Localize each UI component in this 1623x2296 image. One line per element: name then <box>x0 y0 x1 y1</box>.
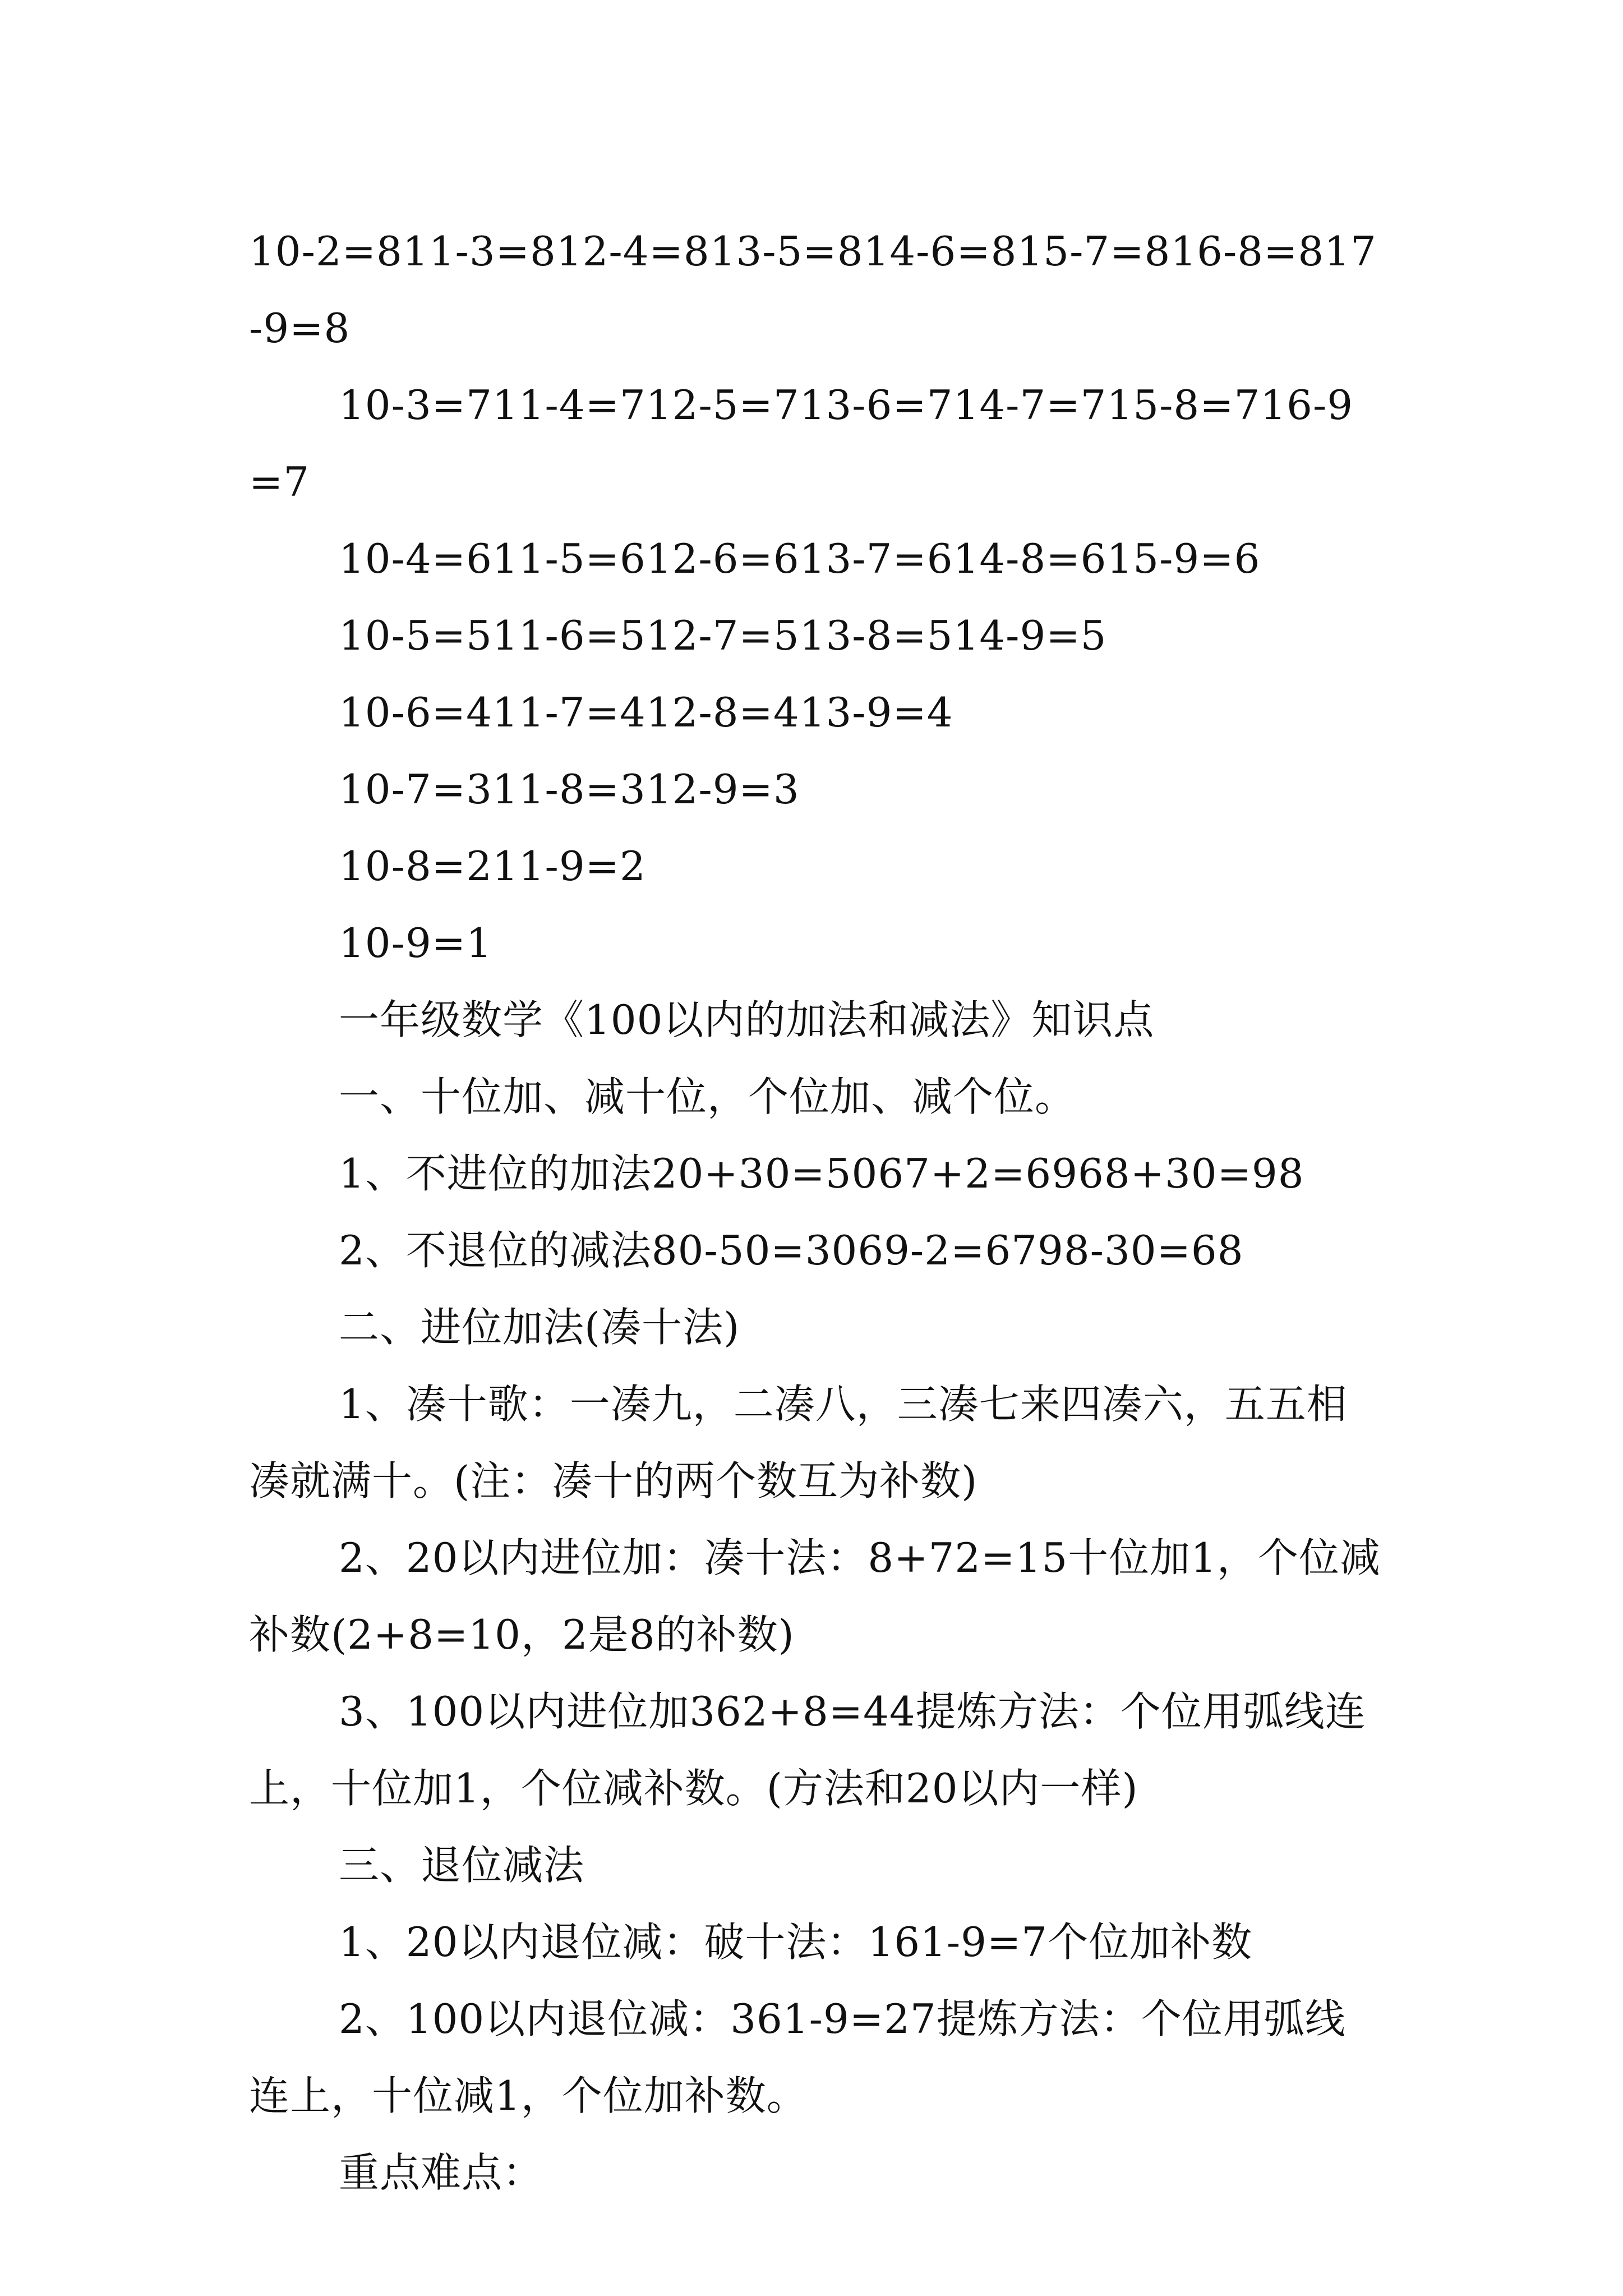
paragraph: 10-9=1 <box>339 919 492 967</box>
paragraph: 10-4=611-5=612-6=613-7=614-8=615-9=6 <box>339 535 1261 582</box>
paragraph: 二、进位加法(凑十法) <box>339 1304 740 1351</box>
paragraph: 10-7=311-8=312-9=3 <box>339 766 800 813</box>
paragraph: 10-8=211-9=2 <box>339 843 646 890</box>
document-body <box>249 213 1382 2211</box>
paragraph: 2、20以内进位加：凑十法：8+72=15十位加1，个位减补数(2+8=10，2是8的补数) <box>249 1534 1381 1658</box>
section-heading: 一年级数学《100以内的加法和减法》知识点 <box>339 996 1155 1043</box>
paragraph: 2、不退位的减法80-50=3069-2=6798-30=68 <box>339 1227 1244 1274</box>
paragraph: 重点难点： <box>339 2149 544 2196</box>
paragraph: 1、凑十歌：一凑九，二凑八，三凑七来四凑六，五五相凑就满十。(注：凑十的两个数互为补数) <box>249 1381 1348 1504</box>
paragraph: 10-2=811-3=812-4=813-5=814-6=815-7=816-8=817-9=8 <box>249 228 1377 352</box>
paragraph: 10-3=711-4=712-5=713-6=714-7=715-8=716-9=7 <box>249 381 1354 505</box>
paragraph: 三、退位减法 <box>339 1842 585 1889</box>
paragraph: 10-6=411-7=412-8=413-9=4 <box>339 689 953 736</box>
paragraph: 1、20以内退位减：破十法：161-9=7个位加补数 <box>339 1918 1253 1966</box>
paragraph: 2、100以内退位减：361-9=27提炼方法：个位用弧线连上，十位减1，个位加补数。 <box>249 1995 1346 2119</box>
paragraph: 3、100以内进位加362+8=44提炼方法：个位用弧线连上，十位加1，个位减补数。(方法和20以内一样) <box>249 1688 1366 1812</box>
paragraph: 1、不进位的加法20+30=5067+2=6968+30=98 <box>339 1150 1304 1197</box>
paragraph: 10-5=511-6=512-7=513-8=514-9=5 <box>339 612 1107 659</box>
paragraph: 一、十位加、减十位，个位加、减个位。 <box>339 1073 1076 1120</box>
